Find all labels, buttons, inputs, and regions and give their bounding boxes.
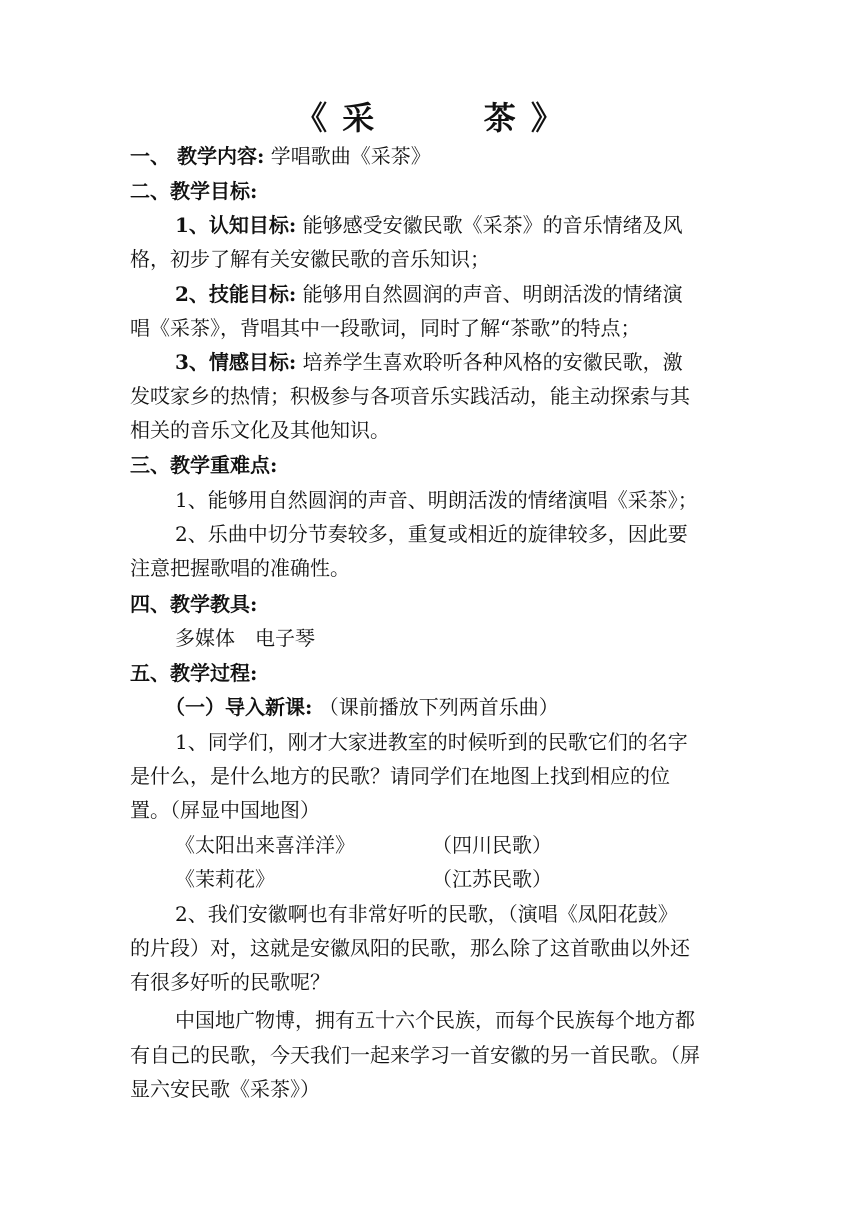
song-origin: （江苏民歌） xyxy=(432,867,552,891)
subsection-label: （一）导入新课: xyxy=(165,695,313,719)
goal-label: 3、情感目标: xyxy=(175,350,297,374)
paragraph-line: 有自己的民歌，今天我们一起来学习一首安徽的另一首民歌。（屏 xyxy=(130,1043,700,1067)
subsection-note: （课前播放下列两首乐曲） xyxy=(318,695,559,719)
paragraph-line: 唱《采茶》，背唱其中一段歌词，同时了解“茶歌”的特点； xyxy=(130,316,641,340)
section-heading: 三、教学重难点: xyxy=(130,453,278,477)
section-heading: 二、教学目标: xyxy=(130,179,258,203)
section-teaching-content xyxy=(130,141,735,171)
paragraph-line: 注意把握歌唱的准确性。 xyxy=(130,556,350,580)
song-row xyxy=(175,830,735,860)
teaching-tools: 多媒体 电子琴 xyxy=(175,626,315,650)
goal-emotion xyxy=(175,347,735,377)
goal-text: 能够用自然圆润的声音、明朗活泼的情绪演 xyxy=(302,282,683,306)
song-name: 《茉莉花》 xyxy=(175,867,275,891)
goal-label: 1、认知目标: xyxy=(175,213,297,237)
paragraph-line: 格，初步了解有关安徽民歌的音乐知识； xyxy=(130,247,490,271)
paragraph-line: 2、我们安徽啊也有非常好听的民歌，（演唱《凤阳花鼓》 xyxy=(175,902,678,926)
goal-text: 培养学生喜欢聆听各种风格的安徽民歌，激 xyxy=(302,350,683,374)
paragraph-line: 相关的音乐文化及其他知识。 xyxy=(130,418,390,442)
paragraph-line: 有很多好听的民歌呢？ xyxy=(130,970,330,994)
goal-label: 2、技能目标: xyxy=(175,282,297,306)
section-heading: 五、教学过程: xyxy=(130,661,258,685)
document-title: 《 采 茶 》 xyxy=(295,99,565,137)
section-text: 学唱歌曲《采茶》 xyxy=(270,144,431,168)
paragraph-line: 1、能够用自然圆润的声音、明朗活泼的情绪演唱《采茶》； xyxy=(175,488,698,512)
song-row xyxy=(175,864,735,894)
goal-cognitive xyxy=(175,210,735,240)
subsection-intro xyxy=(165,692,725,722)
section-heading: 一、 教学内容: xyxy=(130,144,265,168)
paragraph-line: 1、同学们，刚才大家进教室的时候听到的民歌它们的名字 xyxy=(175,730,688,754)
section-heading: 四、教学教具: xyxy=(130,592,258,616)
paragraph-line: 的片段）对，这就是安徽凤阳的民歌，那么除了这首歌曲以外还 xyxy=(130,936,690,960)
goal-text: 能够感受安徽民歌《采茶》的音乐情绪及风 xyxy=(302,213,683,237)
paragraph-line: 2、乐曲中切分节奏较多，重复或相近的旋律较多，因此要 xyxy=(175,522,688,546)
paragraph-line: 置。（屏显中国地图） xyxy=(130,798,320,822)
paragraph-line: 中国地广物博，拥有五十六个民族，而每个民族每个地方都 xyxy=(175,1008,695,1032)
song-origin: （四川民歌） xyxy=(432,833,552,857)
song-name: 《太阳出来喜洋洋》 xyxy=(175,833,355,857)
paragraph-line: 发哎家乡的热情；积极参与各项音乐实践活动，能主动探索与其 xyxy=(130,384,690,408)
paragraph-line: 显六安民歌《采茶》） xyxy=(130,1077,320,1101)
paragraph-line: 是什么，是什么地方的民歌？请同学们在地图上找到相应的位 xyxy=(130,764,670,788)
goal-skill xyxy=(175,279,735,309)
